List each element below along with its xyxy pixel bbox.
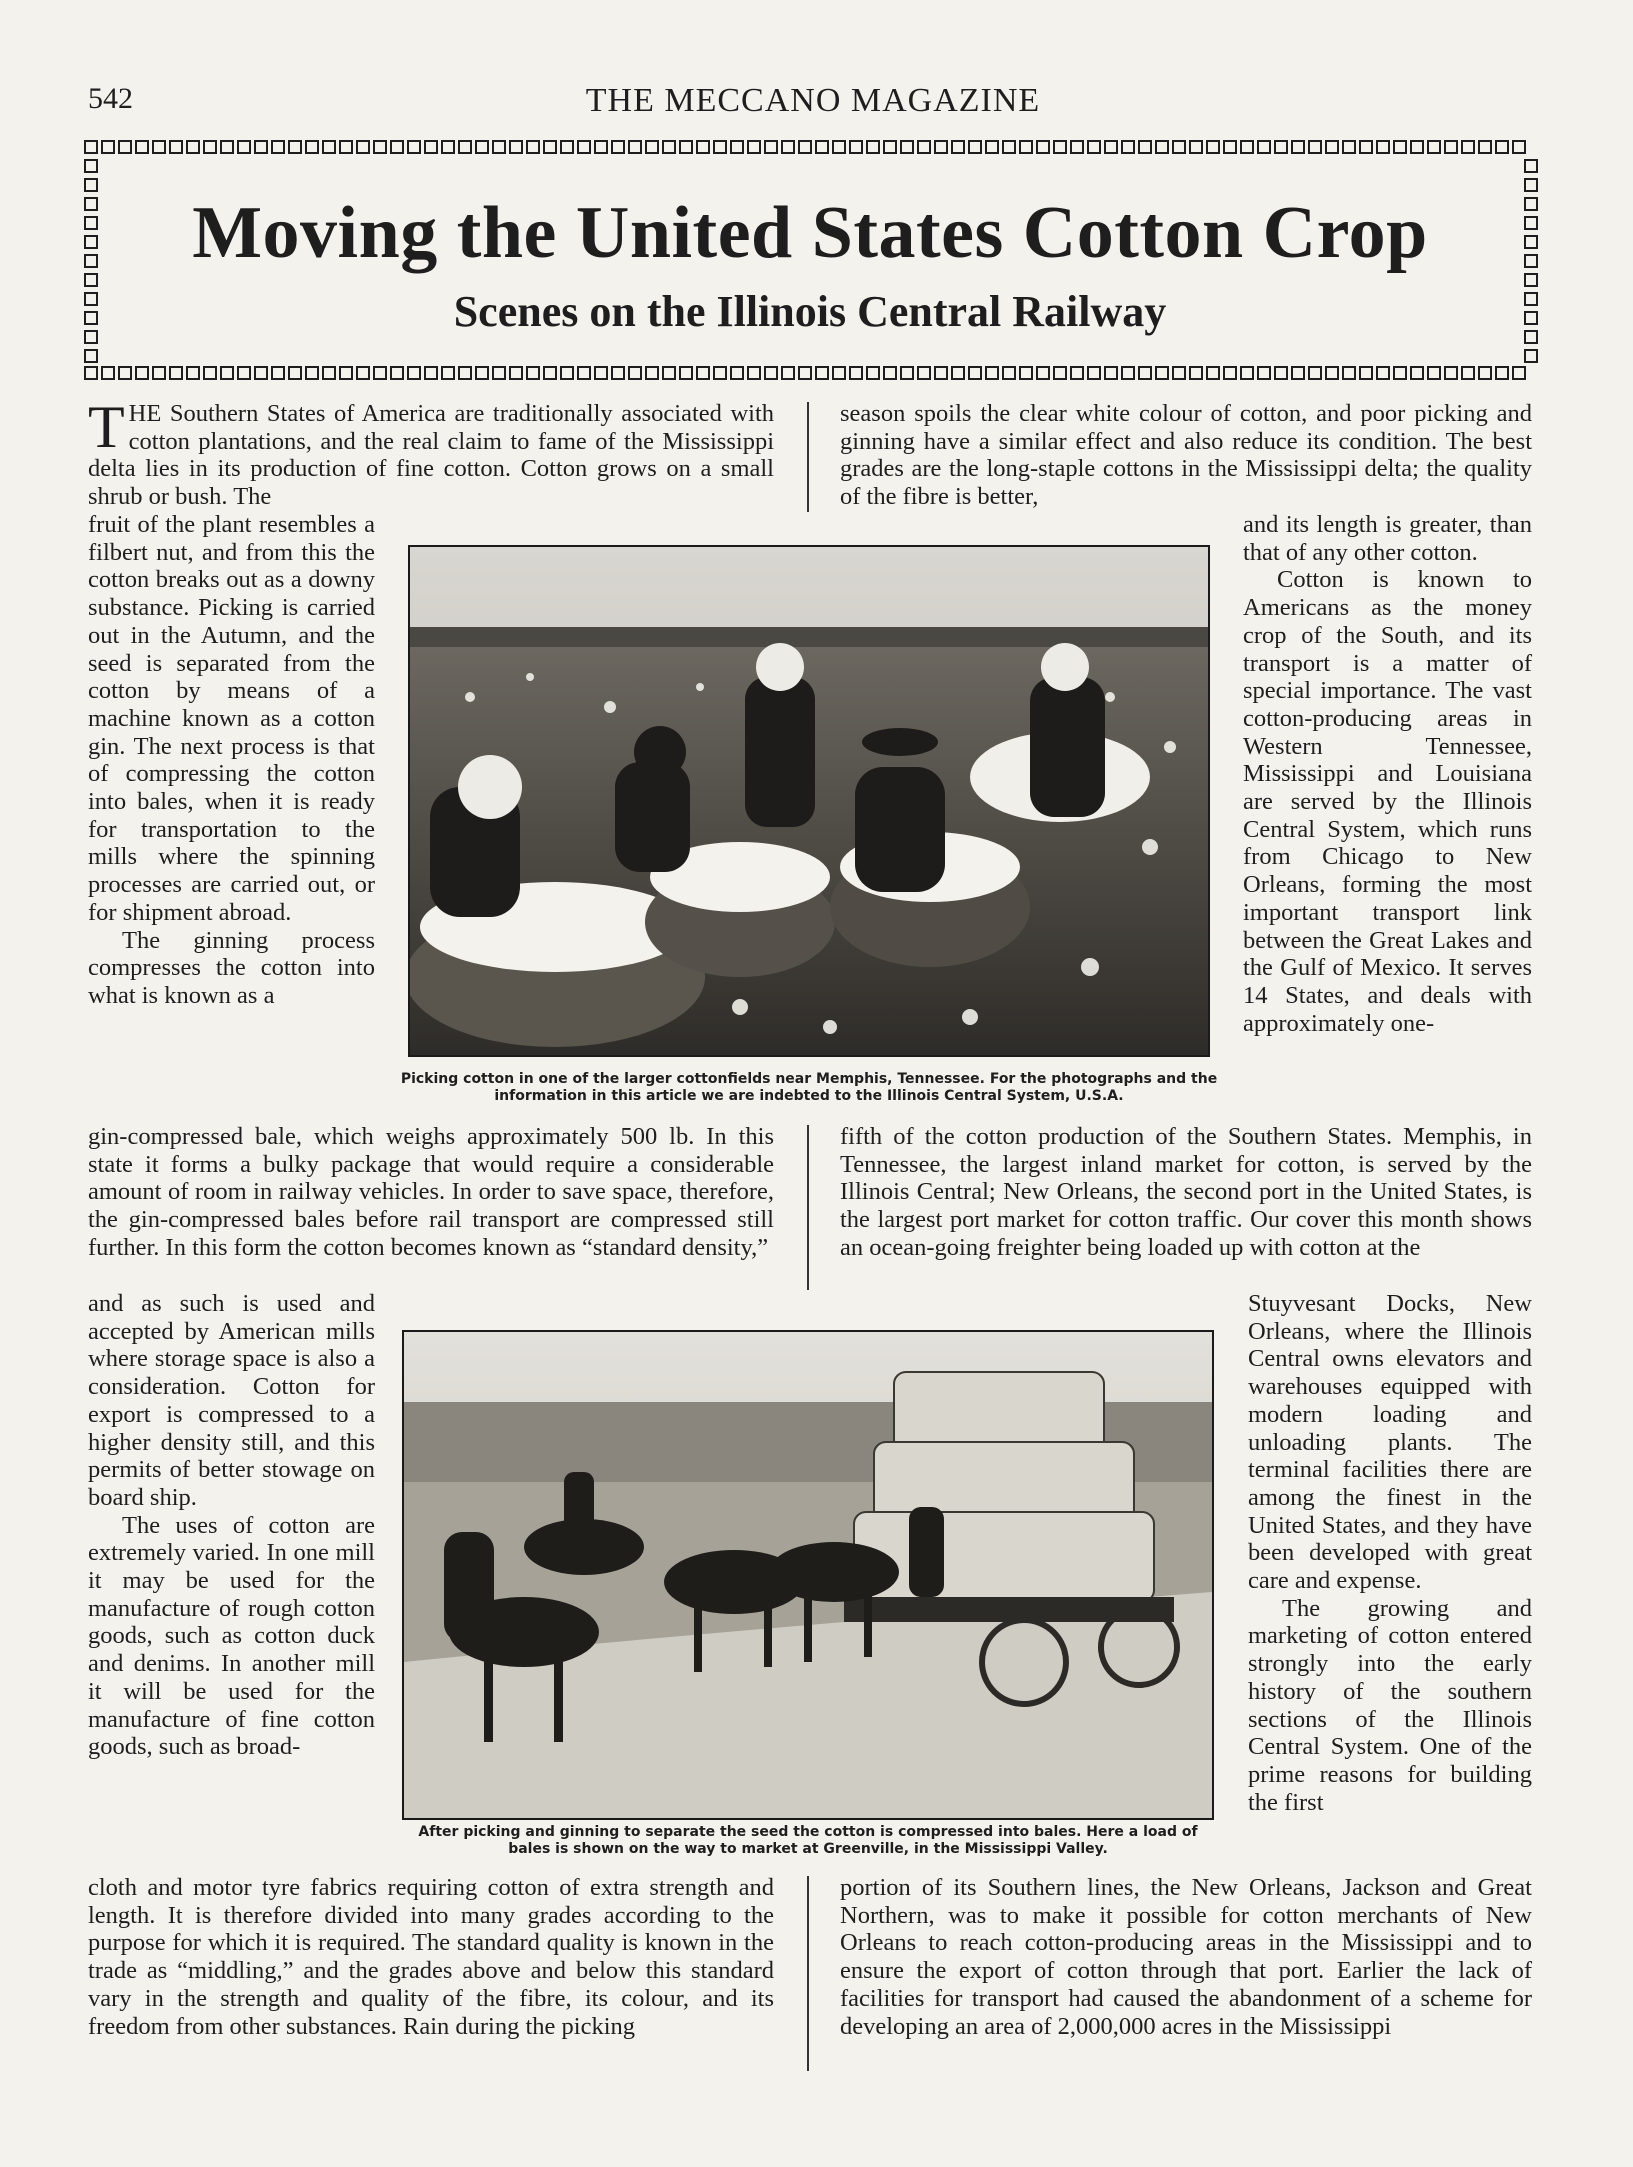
paragraph: The growing and marketing of cotton entered strongly into the early history of the southern sections of the Illinois Central System. One of the prime reasons for building the first xyxy=(1248,1594,1532,1816)
border-square xyxy=(1291,140,1305,154)
border-square xyxy=(883,140,897,154)
border-square xyxy=(866,140,880,154)
border-square xyxy=(407,366,421,380)
border-square xyxy=(1325,366,1339,380)
body-column-bottom-right xyxy=(840,1874,1532,2040)
border-square xyxy=(1512,140,1526,154)
cotton-wagon-photo xyxy=(402,1330,1214,1820)
border-square xyxy=(713,366,727,380)
border-square xyxy=(84,311,98,325)
border-square xyxy=(407,140,421,154)
body-column-top-right xyxy=(840,400,1532,511)
cotton-picking-illustration xyxy=(410,547,1208,1055)
border-square xyxy=(339,140,353,154)
border-square xyxy=(509,140,523,154)
border-square xyxy=(492,366,506,380)
border-square xyxy=(84,159,98,173)
border-square xyxy=(1002,366,1016,380)
border-square xyxy=(1342,366,1356,380)
border-square xyxy=(900,366,914,380)
border-square xyxy=(1138,366,1152,380)
border-square xyxy=(1155,140,1169,154)
border-square xyxy=(1410,366,1424,380)
border-square xyxy=(526,366,540,380)
border-square xyxy=(1240,140,1254,154)
border-square xyxy=(305,366,319,380)
border-square xyxy=(475,140,489,154)
border-square xyxy=(1524,349,1538,363)
border-square xyxy=(815,140,829,154)
border-square xyxy=(1240,366,1254,380)
paragraph: Cotton is known to Americans as the money crop of the South, and its transport is a matter of special importance. The vast cotton-producing areas in Western Tennessee, Mississippi and Louisiana are served by the Illinois Central System, which runs from Chicago to New Orleans, forming the most important transport link between the Great Lakes and the Gulf of Mexico. It serves 14 States, and deals with approximately one- xyxy=(1243,566,1532,1037)
border-square xyxy=(237,366,251,380)
photo-caption: Picking cotton in one of the larger cottonfields near Memphis, Tennessee. For the photographs and the information in this article we are indebted to the Illinois Central System, U.S.A. xyxy=(400,1071,1218,1104)
border-square xyxy=(152,366,166,380)
title-frame-top-border xyxy=(84,140,1526,154)
border-square xyxy=(84,349,98,363)
body-column-narrow-left xyxy=(88,1290,375,1761)
border-square xyxy=(1359,366,1373,380)
border-square xyxy=(84,197,98,211)
border-square xyxy=(1002,140,1016,154)
body-column-bottom-left xyxy=(88,1874,774,2040)
border-square xyxy=(458,366,472,380)
border-square xyxy=(118,140,132,154)
border-square xyxy=(662,366,676,380)
border-square xyxy=(492,140,506,154)
border-square xyxy=(934,366,948,380)
border-square xyxy=(1524,311,1538,325)
drop-cap: T xyxy=(88,394,125,460)
paragraph: fruit of the plant resembles a filbert nut, and from this the cotton breaks out as a downy substance. Picking is carried out in the Autumn, and the seed is separated from the cotton by means of a machine known as a cotton gin. The next process is that of compressing the cotton into bales, when it is ready for transportation to the mills where the spinning processes are carried out, or for shipment abroad. xyxy=(88,511,375,926)
border-square xyxy=(1444,366,1458,380)
border-square xyxy=(594,366,608,380)
paragraph: and its length is greater, than that of any other cotton. xyxy=(1243,511,1532,566)
running-head xyxy=(88,82,1538,122)
border-square xyxy=(305,140,319,154)
border-square xyxy=(866,366,880,380)
border-square xyxy=(1524,197,1538,211)
border-square xyxy=(322,140,336,154)
border-square xyxy=(1524,330,1538,344)
border-square xyxy=(526,140,540,154)
border-square xyxy=(1308,140,1322,154)
border-square xyxy=(560,140,574,154)
cotton-wagon-illustration xyxy=(404,1332,1212,1818)
paragraph: gin-compressed bale, which weighs approximately 500 lb. In this state it forms a bulky package that would require a considerable amount of room in railway vehicles. In order to save space, therefore, the gin-compressed bales before rail transport are compressed still further. In this form the cotton becomes known as “standard density,” xyxy=(88,1123,774,1261)
border-square xyxy=(220,366,234,380)
column-rule xyxy=(807,1125,809,1290)
border-square xyxy=(1138,140,1152,154)
border-square xyxy=(747,366,761,380)
border-square xyxy=(1257,366,1271,380)
border-square xyxy=(917,366,931,380)
border-square xyxy=(101,366,115,380)
border-square xyxy=(1121,140,1135,154)
border-square xyxy=(203,140,217,154)
body-column-mid-left xyxy=(88,1123,774,1262)
border-square xyxy=(645,140,659,154)
border-square xyxy=(1524,273,1538,287)
magazine-title: THE MECCANO MAGAZINE xyxy=(585,82,1041,119)
border-square xyxy=(1376,366,1390,380)
border-square xyxy=(169,140,183,154)
border-square xyxy=(1206,366,1220,380)
article-title: Moving the United States Cotton Crop xyxy=(192,192,1428,274)
border-square xyxy=(985,366,999,380)
border-square xyxy=(1274,140,1288,154)
title-frame-left-border xyxy=(84,159,98,363)
border-square xyxy=(186,366,200,380)
border-square xyxy=(1478,366,1492,380)
border-square xyxy=(1325,140,1339,154)
border-square xyxy=(458,140,472,154)
border-square xyxy=(322,366,336,380)
border-square xyxy=(1524,254,1538,268)
border-square xyxy=(543,140,557,154)
border-square xyxy=(1427,366,1441,380)
border-square xyxy=(1053,366,1067,380)
border-square xyxy=(832,366,846,380)
border-square xyxy=(1359,140,1373,154)
border-square xyxy=(1155,366,1169,380)
paragraph: The ginning process compresses the cotton into what is known as a xyxy=(88,926,375,1009)
paragraph: Stuyvesant Docks, New Orleans, where the Illinois Central owns elevators and warehouses equipped with modern loading and unloading plants. The terminal facilities there are among the finest in the United States, and they have been developed with great care and expense. xyxy=(1248,1290,1532,1595)
border-square xyxy=(118,366,132,380)
border-square xyxy=(288,366,302,380)
border-square xyxy=(798,140,812,154)
border-square xyxy=(1444,140,1458,154)
paragraph: HE Southern States of America are traditionally associated with cotton plantations, and the real claim to fame of the Mississippi delta lies in its production of fine cotton. Cotton grows on a small shrub or bush. The xyxy=(88,400,774,511)
border-square xyxy=(339,366,353,380)
body-column-mid-right xyxy=(840,1123,1532,1262)
border-square xyxy=(1393,366,1407,380)
border-square xyxy=(475,366,489,380)
border-square xyxy=(271,366,285,380)
border-square xyxy=(730,140,744,154)
border-square xyxy=(849,366,863,380)
border-square xyxy=(951,140,965,154)
border-square xyxy=(730,366,744,380)
border-square xyxy=(84,178,98,192)
border-square xyxy=(764,366,778,380)
border-square xyxy=(1104,140,1118,154)
border-square xyxy=(288,140,302,154)
border-square xyxy=(101,140,115,154)
border-square xyxy=(934,140,948,154)
border-square xyxy=(577,140,591,154)
border-square xyxy=(1524,235,1538,249)
border-square xyxy=(1461,366,1475,380)
column-rule xyxy=(807,402,809,512)
border-square xyxy=(1524,292,1538,306)
border-square xyxy=(883,366,897,380)
border-square xyxy=(1512,366,1526,380)
border-square xyxy=(1087,366,1101,380)
border-square xyxy=(577,366,591,380)
border-square xyxy=(509,366,523,380)
border-square xyxy=(169,366,183,380)
border-square xyxy=(1410,140,1424,154)
paragraph: The uses of cotton are extremely varied. In one mill it may be used for the manufacture of rough cotton goods, such as cotton duck and denims. In another mill it will be used for the manufacture of fine cotton goods, such as broad- xyxy=(88,1511,375,1761)
border-square xyxy=(424,366,438,380)
border-square xyxy=(1206,140,1220,154)
border-square xyxy=(424,140,438,154)
border-square xyxy=(1087,140,1101,154)
paragraph: season spoils the clear white colour of cotton, and poor picking and ginning have a similar effect and also reduce its condition. The best grades are the long-staple cottons in the Mississippi delta; the quality of the fibre is better, xyxy=(840,400,1532,511)
border-square xyxy=(1121,366,1135,380)
border-square xyxy=(84,366,98,380)
border-square xyxy=(1172,140,1186,154)
border-square xyxy=(713,140,727,154)
border-square xyxy=(628,140,642,154)
border-square xyxy=(84,273,98,287)
border-square xyxy=(900,140,914,154)
border-square xyxy=(832,140,846,154)
border-square xyxy=(764,140,778,154)
border-square xyxy=(1308,366,1322,380)
title-frame-bottom-border xyxy=(84,366,1526,380)
border-square xyxy=(186,140,200,154)
border-square xyxy=(679,140,693,154)
border-square xyxy=(237,140,251,154)
border-square xyxy=(1019,140,1033,154)
border-square xyxy=(968,366,982,380)
border-square xyxy=(390,140,404,154)
border-square xyxy=(356,140,370,154)
border-square xyxy=(1019,366,1033,380)
border-square xyxy=(781,366,795,380)
border-square xyxy=(84,140,98,154)
border-square xyxy=(917,140,931,154)
border-square xyxy=(356,366,370,380)
border-square xyxy=(1461,140,1475,154)
border-square xyxy=(1495,140,1509,154)
border-square xyxy=(679,366,693,380)
border-square xyxy=(1036,366,1050,380)
border-square xyxy=(1427,140,1441,154)
border-square xyxy=(84,235,98,249)
border-square xyxy=(1524,178,1538,192)
photo-caption: After picking and ginning to separate the seed the cotton is compressed into bales. Here a load of bales is shown on the way to market at Greenville, in the Mississippi Valley. xyxy=(418,1824,1198,1857)
border-square xyxy=(1393,140,1407,154)
border-square xyxy=(968,140,982,154)
border-square xyxy=(1070,140,1084,154)
border-square xyxy=(373,140,387,154)
border-square xyxy=(662,140,676,154)
body-column-narrow-right xyxy=(1248,1290,1532,1816)
border-square xyxy=(254,140,268,154)
border-square xyxy=(645,366,659,380)
border-square xyxy=(1223,140,1237,154)
border-square xyxy=(84,216,98,230)
border-square xyxy=(1257,140,1271,154)
border-square xyxy=(1036,140,1050,154)
border-square xyxy=(1291,366,1305,380)
border-square xyxy=(271,140,285,154)
border-square xyxy=(84,292,98,306)
border-square xyxy=(1104,366,1118,380)
border-square xyxy=(1524,216,1538,230)
border-square xyxy=(1053,140,1067,154)
border-square xyxy=(696,366,710,380)
border-square xyxy=(135,366,149,380)
body-column-narrow-left xyxy=(88,511,375,1010)
border-square xyxy=(1478,140,1492,154)
border-square xyxy=(951,366,965,380)
border-square xyxy=(441,366,455,380)
border-square xyxy=(781,140,795,154)
border-square xyxy=(696,140,710,154)
border-square xyxy=(1189,366,1203,380)
border-square xyxy=(1070,366,1084,380)
border-square xyxy=(815,366,829,380)
border-square xyxy=(985,140,999,154)
border-square xyxy=(1172,366,1186,380)
border-square xyxy=(611,366,625,380)
border-square xyxy=(1495,366,1509,380)
body-column-top-left xyxy=(88,394,774,511)
border-square xyxy=(1189,140,1203,154)
border-square xyxy=(152,140,166,154)
border-square xyxy=(543,366,557,380)
body-column-narrow-right xyxy=(1243,511,1532,1037)
article-subtitle: Scenes on the Illinois Central Railway xyxy=(453,287,1167,336)
paragraph: portion of its Southern lines, the New Orleans, Jackson and Great Northern, was to make it possible for cotton merchants of New Orleans to reach cotton-producing areas in the Mississippi and to ensure the export of cotton through that port. Earlier the lack of facilities for transport had caused the abandonment of a scheme for developing an area of 2,000,000 acres in the Mississippi xyxy=(840,1874,1532,2040)
border-square xyxy=(84,254,98,268)
border-square xyxy=(849,140,863,154)
border-square xyxy=(1524,159,1538,173)
border-square xyxy=(1274,366,1288,380)
cotton-picking-photo xyxy=(408,545,1210,1057)
border-square xyxy=(594,140,608,154)
border-square xyxy=(390,366,404,380)
page-number: 542 xyxy=(88,82,133,115)
border-square xyxy=(628,366,642,380)
border-square xyxy=(560,366,574,380)
column-rule xyxy=(807,1876,809,2071)
border-square xyxy=(747,140,761,154)
border-square xyxy=(611,140,625,154)
border-square xyxy=(1376,140,1390,154)
paragraph: fifth of the cotton production of the Southern States. Memphis, in Tennessee, the largest inland market for cotton, is served by the Illinois Central; New Orleans, the second port in the United States, is the largest port market for cotton traffic. Our cover this month shows an ocean-going freighter being loaded up with cotton at the xyxy=(840,1123,1532,1261)
paragraph: and as such is used and accepted by American mills where storage space is also a consideration. Cotton for export is compressed to a higher density still, and this permits of better stowage on board ship. xyxy=(88,1290,375,1511)
border-square xyxy=(798,366,812,380)
paragraph: cloth and motor tyre fabrics requiring cotton of extra strength and length. It is therefore divided into many grades according to the purpose for which it is required. The standard quality is known in the trade as “middling,” and the grades above and below this standard vary in the strength and quality of the fibre, its colour, and its freedom from other substances. Rain during the picking xyxy=(88,1874,774,2040)
border-square xyxy=(1342,140,1356,154)
border-square xyxy=(373,366,387,380)
border-square xyxy=(84,330,98,344)
border-square xyxy=(254,366,268,380)
border-square xyxy=(220,140,234,154)
title-frame-right-border xyxy=(1524,159,1538,363)
border-square xyxy=(1223,366,1237,380)
border-square xyxy=(203,366,217,380)
border-square xyxy=(441,140,455,154)
border-square xyxy=(135,140,149,154)
